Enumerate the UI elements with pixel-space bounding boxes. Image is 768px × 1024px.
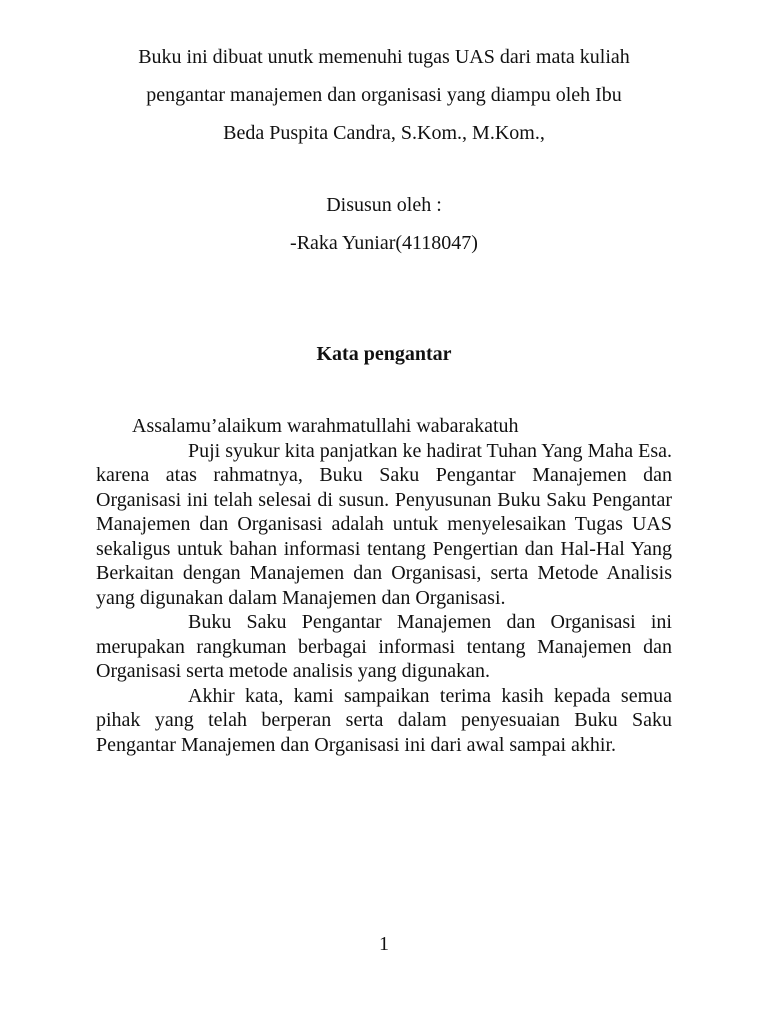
author-block <box>0 186 768 262</box>
section-heading: Kata pengantar <box>316 343 452 365</box>
paragraph: Buku Saku Pengantar Manajemen dan Organisasi ini merupakan rangkuman berbagai informasi tentang Manajemen dan Organisasi serta metode analisis yang digunakan. <box>96 611 672 682</box>
author-label: Disusun oleh : <box>326 194 442 216</box>
intro-line-2: pengantar manajemen dan organisasi yang diampu oleh Ibu <box>146 84 622 106</box>
intro-line-3: Beda Puspita Candra, S.Kom., M.Kom., <box>223 122 545 144</box>
author-name: -Raka Yuniar(4118047) <box>290 232 478 254</box>
paragraph: Akhir kata, kami sampaikan terima kasih kepada semua pihak yang telah berperan serta dalam penyesuaian Buku Saku Pengantar Manajemen dan Organisasi ini dari awal sampai akhir. <box>96 684 672 756</box>
body-text <box>96 414 672 757</box>
greeting: Assalamu’alaikum warahmatullahi wabarakatuh <box>132 415 519 437</box>
page-number: 1 <box>379 933 389 955</box>
intro-statement <box>60 38 708 152</box>
paragraph: Puji syukur kita panjatkan ke hadirat Tuhan Yang Maha Esa. karena atas rahmatnya, Buku Saku Pengantar Manajemen dan Organisasi ini telah selesai di susun. Penyusunan Buku Saku Pengantar Manajemen dan Organisasi adalah untuk menyelesaikan Tugas UAS sekaligus untuk bahan informasi tentang Pengertian dan Hal-Hal Yang Berkaitan dengan Manajemen dan Organisasi, serta Metode Analisis yang digunakan dalam Manajemen dan Organisasi. <box>96 439 672 609</box>
intro-line-1: Buku ini dibuat unutk memenuhi tugas UAS dari mata kuliah <box>138 46 630 68</box>
